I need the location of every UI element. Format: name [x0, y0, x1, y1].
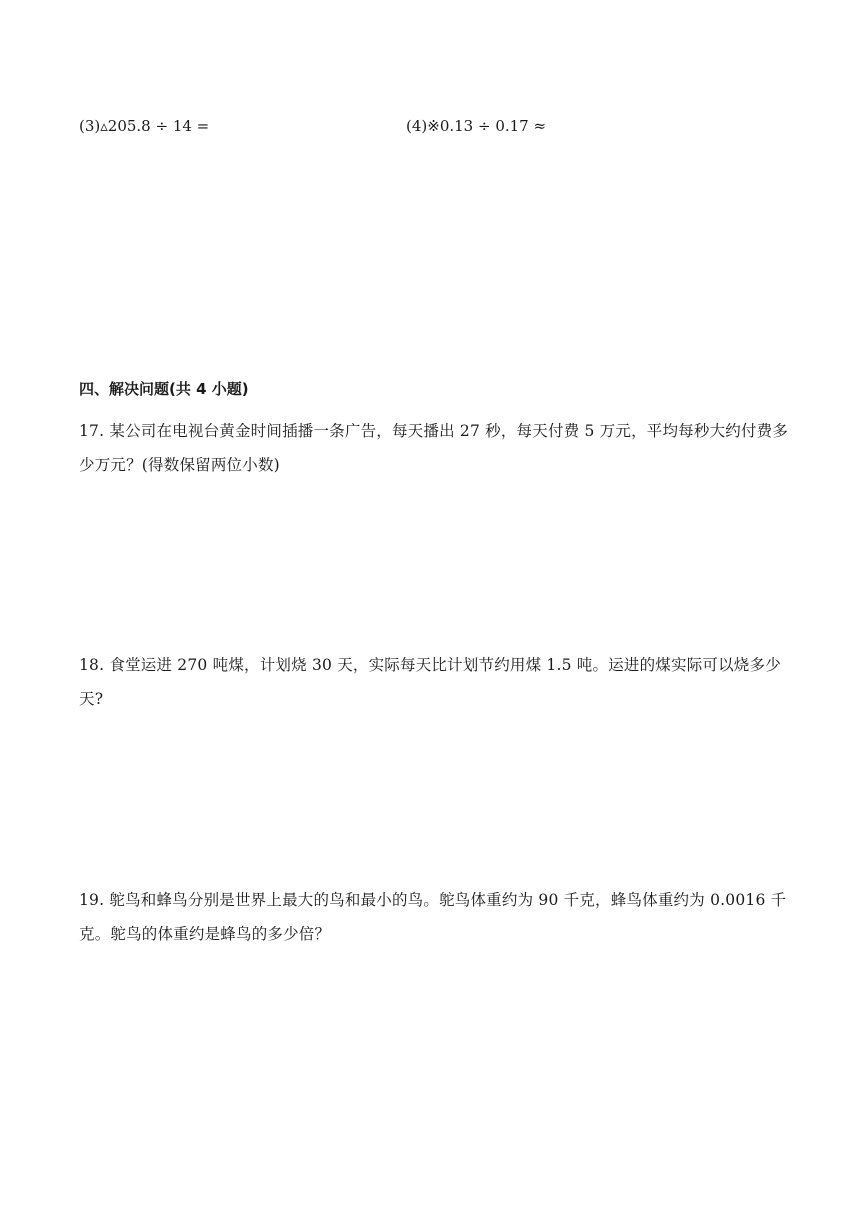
calculation-3 [79, 116, 209, 136]
problem-19: 19. 鸵鸟和蜂鸟分别是世界上最大的鸟和最小的鸟。鸵鸟体重约为 90 千克，蜂鸟体重约为 0.0016 千克。鸵鸟的体重约是蜂鸟的多少倍？ [79, 891, 787, 943]
calculation-expression: ※0.13 ÷ 0.17 ≈ [427, 117, 547, 135]
calculation-expression: ▵205.8 ÷ 14 = [100, 117, 210, 135]
section-heading: 四、解决问题(共 4 小题) [79, 380, 249, 398]
calculation-4 [406, 116, 546, 136]
problem-18: 18. 食堂运进 270 吨煤，计划烧 30 天，实际每天比计划节约用煤 1.5 吨。运进的煤实际可以烧多少天? [79, 656, 781, 708]
problem-17: 17. 某公司在电视台黄金时间插播一条广告，每天播出 27 秒，每天付费 5 万元，平均每秒大约付费多少万元？(得数保留两位小数) [79, 422, 789, 474]
calculation-number: (4) [406, 117, 428, 135]
calculation-number: (3) [79, 117, 101, 135]
